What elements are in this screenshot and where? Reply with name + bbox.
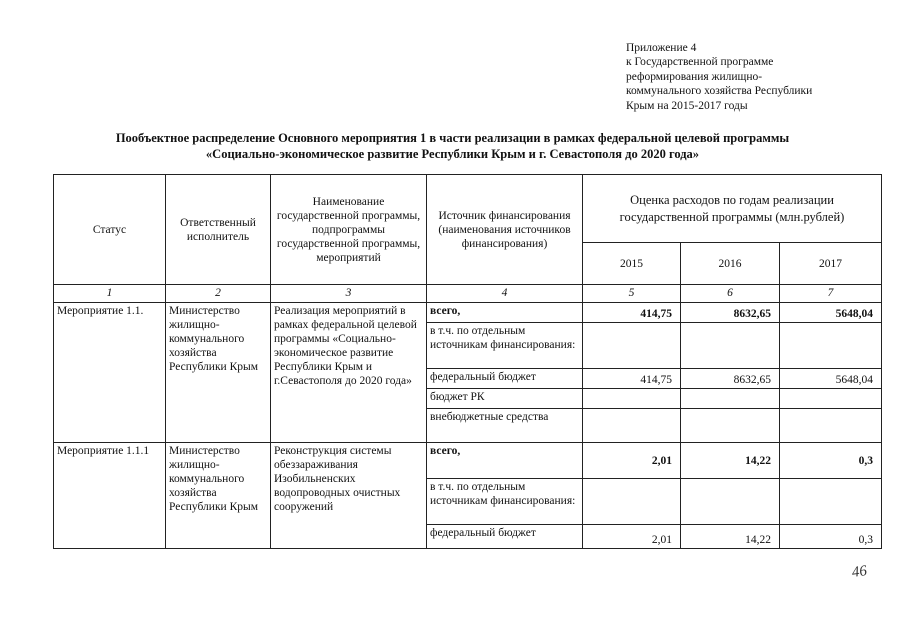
appendix-line: к Государственной программе <box>626 56 774 69</box>
value-cell: 414,75 <box>583 303 681 323</box>
column-number: 3 <box>271 285 427 303</box>
table-row <box>54 443 882 479</box>
source-cell: в т.ч. по отдельным источникам финансирования: <box>427 479 583 525</box>
source-cell: в т.ч. по отдельным источникам финансирования: <box>427 323 583 369</box>
source-cell: федеральный бюджет <box>427 525 583 549</box>
value-cell: 0,3 <box>780 525 882 549</box>
column-number: 2 <box>166 285 271 303</box>
value-cell: 8632,65 <box>681 303 780 323</box>
value-cell <box>681 323 780 369</box>
header-program-name: Наименование государственной программы, подпрограммы государственной программы, мероприятий <box>271 175 427 285</box>
title-line-1: Пообъектное распределение Основного мероприятия 1 в части реализации в рамках федеральной целевой программы <box>115 131 790 145</box>
appendix-line: Приложение 4 <box>626 42 697 54</box>
header-year: 2015 <box>583 243 681 285</box>
value-cell: 2,01 <box>583 443 681 479</box>
value-cell <box>681 479 780 525</box>
source-cell: всего, <box>427 443 583 479</box>
value-cell: 14,22 <box>681 443 780 479</box>
value-cell: 8632,65 <box>681 369 780 389</box>
value-cell <box>780 479 882 525</box>
value-cell: 5648,04 <box>780 369 882 389</box>
header-source: Источник финансирования (наименования источников финансирования) <box>427 175 583 285</box>
header-year: 2016 <box>681 243 780 285</box>
value-cell: 414,75 <box>583 369 681 389</box>
source-cell: всего, <box>427 303 583 323</box>
column-number: 1 <box>54 285 166 303</box>
value-cell <box>681 389 780 409</box>
value-cell <box>780 389 882 409</box>
status-cell: Мероприятие 1.1. <box>54 303 166 443</box>
executor-cell: Министерство жилищно-коммунального хозяйства Республики Крым <box>166 303 271 443</box>
appendix-note <box>626 41 886 113</box>
column-number: 5 <box>583 285 681 303</box>
appendix-line: реформирования жилищно- <box>626 70 763 83</box>
source-cell: внебюджетные средства <box>427 409 583 443</box>
program-name-cell: Реализация мероприятий в рамках федеральной целевой программы «Социально-экономическое развитие Республики Крым и г.Севастополя до 2020 года» <box>271 303 427 443</box>
value-cell <box>681 409 780 443</box>
program-name-cell: Реконструкция системы обеззараживания Изобильненских водопроводных очистных сооружений <box>271 443 427 549</box>
table-row <box>54 303 882 323</box>
column-number: 7 <box>780 285 882 303</box>
distribution-table <box>53 174 882 549</box>
value-cell: 0,3 <box>780 443 882 479</box>
appendix-line: Крым на 2015-2017 годы <box>626 99 748 112</box>
column-number: 6 <box>681 285 780 303</box>
header-year: 2017 <box>780 243 882 285</box>
title-line-2: «Социально-экономическое развитие Республики Крым и г. Севастополя до 2020 года» <box>205 147 700 161</box>
header-executor: Ответственный исполнитель <box>166 175 271 285</box>
source-cell: федеральный бюджет <box>427 369 583 389</box>
value-cell <box>583 323 681 369</box>
source-cell: бюджет РК <box>427 389 583 409</box>
value-cell <box>780 409 882 443</box>
value-cell <box>780 323 882 369</box>
status-cell: Мероприятие 1.1.1 <box>54 443 166 549</box>
value-cell <box>583 409 681 443</box>
column-number-row <box>54 285 882 303</box>
header-estimate: Оценка расходов по годам реализации государственной программы (млн.рублей) <box>583 175 882 243</box>
value-cell: 2,01 <box>583 525 681 549</box>
value-cell: 14,22 <box>681 525 780 549</box>
value-cell <box>583 479 681 525</box>
appendix-line: коммунального хозяйства Республики <box>626 85 813 98</box>
value-cell <box>583 389 681 409</box>
column-number: 4 <box>427 285 583 303</box>
document-title <box>40 130 865 162</box>
executor-cell: Министерство жилищно-коммунального хозяйства Республики Крым <box>166 443 271 549</box>
header-status: Статус <box>54 175 166 285</box>
handwritten-page-number: 46 <box>850 563 868 581</box>
value-cell: 5648,04 <box>780 303 882 323</box>
